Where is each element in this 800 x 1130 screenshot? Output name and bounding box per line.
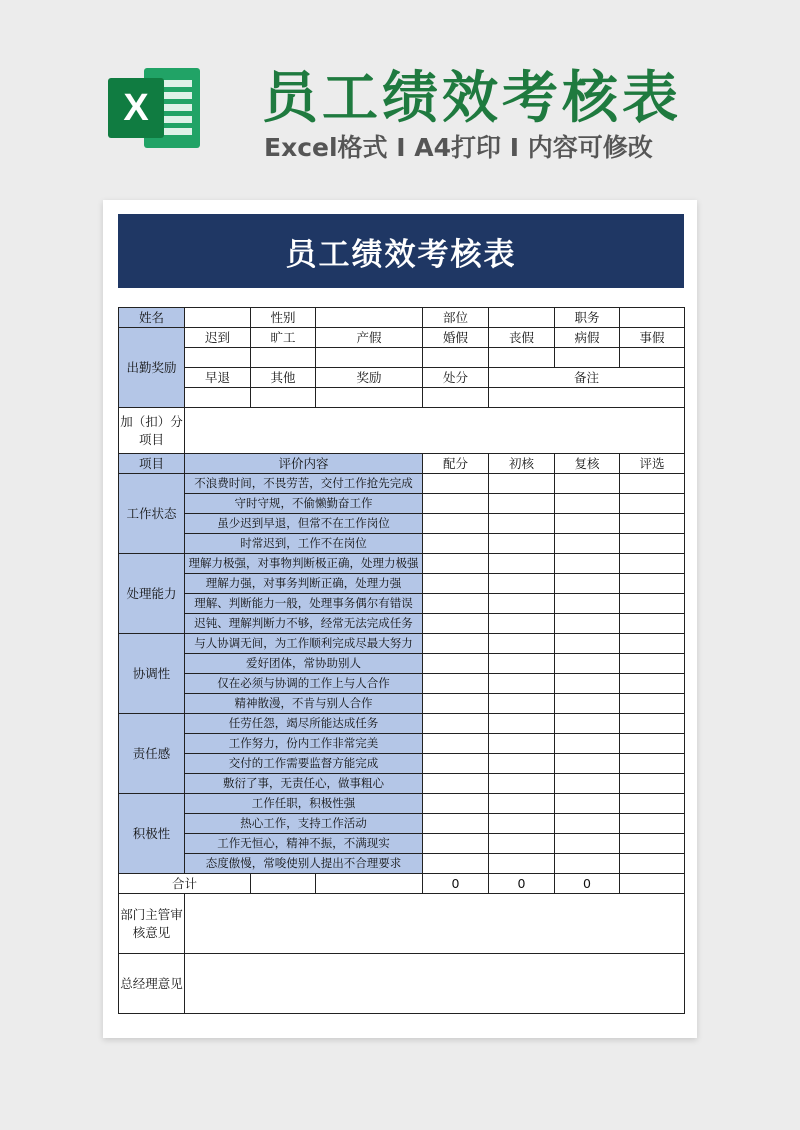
second-cell[interactable] bbox=[555, 814, 620, 834]
total-final[interactable] bbox=[620, 874, 685, 894]
group-label: 积极性 bbox=[119, 794, 185, 874]
second-cell[interactable] bbox=[555, 574, 620, 594]
first-cell[interactable] bbox=[489, 694, 555, 714]
first-cell[interactable] bbox=[489, 474, 555, 494]
first-cell[interactable] bbox=[489, 534, 555, 554]
second-cell[interactable] bbox=[555, 594, 620, 614]
second-cell[interactable] bbox=[555, 494, 620, 514]
first-cell[interactable] bbox=[489, 794, 555, 814]
first-cell[interactable] bbox=[489, 834, 555, 854]
other-label: 其他 bbox=[251, 368, 316, 388]
post-label: 职务 bbox=[555, 308, 620, 328]
first-cell[interactable] bbox=[489, 854, 555, 874]
second-cell[interactable] bbox=[555, 674, 620, 694]
score-cell[interactable] bbox=[423, 734, 489, 754]
final-cell[interactable] bbox=[620, 594, 685, 614]
final-cell[interactable] bbox=[620, 534, 685, 554]
first-cell[interactable] bbox=[489, 594, 555, 614]
funeral-label: 丧假 bbox=[489, 328, 555, 348]
funeral-field[interactable] bbox=[489, 348, 555, 368]
page-subtitle: Excel格式 I A4打印 I 内容可修改 bbox=[264, 133, 653, 162]
score-cell[interactable] bbox=[423, 614, 489, 634]
second-cell[interactable] bbox=[555, 834, 620, 854]
criterion-text: 迟钝、理解判断力不够，经常无法完成任务 bbox=[185, 614, 423, 634]
score-cell[interactable] bbox=[423, 854, 489, 874]
form-banner: 员工绩效考核表 bbox=[118, 214, 684, 288]
final-cell[interactable] bbox=[620, 834, 685, 854]
absent-label: 旷工 bbox=[251, 328, 316, 348]
first-cell[interactable] bbox=[489, 734, 555, 754]
criterion-text: 工作努力，份内工作非常完美 bbox=[185, 734, 423, 754]
final-cell[interactable] bbox=[620, 634, 685, 654]
second-cell[interactable] bbox=[555, 734, 620, 754]
final-cell[interactable] bbox=[620, 514, 685, 534]
first-cell[interactable] bbox=[489, 654, 555, 674]
first-cell[interactable] bbox=[489, 674, 555, 694]
second-cell[interactable] bbox=[555, 554, 620, 574]
second-cell[interactable] bbox=[555, 534, 620, 554]
criterion-text: 精神散漫，不肯与别人合作 bbox=[185, 694, 423, 714]
sick-field[interactable] bbox=[555, 348, 620, 368]
early-leave-field[interactable] bbox=[185, 388, 251, 408]
late-field[interactable] bbox=[185, 348, 251, 368]
criterion-text: 爱好团体，常协助别人 bbox=[185, 654, 423, 674]
gender-label: 性别 bbox=[251, 308, 316, 328]
criterion-text: 理解力极强，对事物判断极正确，处理力极强 bbox=[185, 554, 423, 574]
final-cell[interactable] bbox=[620, 494, 685, 514]
final-cell[interactable] bbox=[620, 574, 685, 594]
manager-opinion-label: 部门主管审核意见 bbox=[119, 894, 185, 954]
criterion-text: 虽少迟到早退，但常不在工作岗位 bbox=[185, 514, 423, 534]
absent-field[interactable] bbox=[251, 348, 316, 368]
criterion-text: 工作任职，积极性强 bbox=[185, 794, 423, 814]
criterion-text: 交付的工作需要监督方能完成 bbox=[185, 754, 423, 774]
group-label: 协调性 bbox=[119, 634, 185, 714]
sick-label: 病假 bbox=[555, 328, 620, 348]
score-cell[interactable] bbox=[423, 774, 489, 794]
marriage-label: 婚假 bbox=[423, 328, 489, 348]
second-cell[interactable] bbox=[555, 634, 620, 654]
criterion-text: 时常迟到，工作不在岗位 bbox=[185, 534, 423, 554]
second-cell[interactable] bbox=[555, 514, 620, 534]
final-cell[interactable] bbox=[620, 694, 685, 714]
early-leave-label: 早退 bbox=[185, 368, 251, 388]
page-title: 员工绩效考核表 bbox=[262, 66, 682, 131]
total-first: 0 bbox=[489, 874, 555, 894]
svg-text:X: X bbox=[123, 87, 149, 129]
score-cell[interactable] bbox=[423, 814, 489, 834]
remarks-field[interactable] bbox=[489, 388, 685, 408]
second-review-header: 复核 bbox=[555, 454, 620, 474]
final-cell[interactable] bbox=[620, 794, 685, 814]
name-label: 姓名 bbox=[119, 308, 185, 328]
total-blank bbox=[251, 874, 316, 894]
first-cell[interactable] bbox=[489, 574, 555, 594]
group-label: 工作状态 bbox=[119, 474, 185, 554]
reward-field[interactable] bbox=[316, 388, 423, 408]
group-label: 处理能力 bbox=[119, 554, 185, 634]
evaluation-table bbox=[118, 307, 685, 1014]
first-cell[interactable] bbox=[489, 514, 555, 534]
score-header: 配分 bbox=[423, 454, 489, 474]
page-header bbox=[0, 0, 800, 200]
other-field[interactable] bbox=[251, 388, 316, 408]
manager-opinion-field[interactable] bbox=[185, 894, 685, 954]
criterion-text: 不浪费时间，不畏劳苦，交付工作抢先完成 bbox=[185, 474, 423, 494]
name-field[interactable] bbox=[185, 308, 251, 328]
criterion-text: 敷衍了事，无责任心，做事粗心 bbox=[185, 774, 423, 794]
score-cell[interactable] bbox=[423, 754, 489, 774]
final-header: 评选 bbox=[620, 454, 685, 474]
score-cell[interactable] bbox=[423, 794, 489, 814]
second-cell[interactable] bbox=[555, 774, 620, 794]
dept-field[interactable] bbox=[489, 308, 555, 328]
form-sheet bbox=[103, 200, 697, 1038]
bonus-label: 加（扣）分项目 bbox=[119, 408, 185, 454]
score-cell[interactable] bbox=[423, 654, 489, 674]
total-blank bbox=[316, 874, 423, 894]
personal-leave-label: 事假 bbox=[620, 328, 685, 348]
score-cell[interactable] bbox=[423, 474, 489, 494]
maternity-field[interactable] bbox=[316, 348, 423, 368]
criterion-text: 守时守规，不偷懒勤奋工作 bbox=[185, 494, 423, 514]
criterion-text: 工作无恒心，精神不振，不满现实 bbox=[185, 834, 423, 854]
total-second: 0 bbox=[555, 874, 620, 894]
dept-label: 部位 bbox=[423, 308, 489, 328]
final-cell[interactable] bbox=[620, 554, 685, 574]
criterion-text: 与人协调无间，为工作顺利完成尽最大努力 bbox=[185, 634, 423, 654]
final-cell[interactable] bbox=[620, 754, 685, 774]
criterion-text: 热心工作，支持工作活动 bbox=[185, 814, 423, 834]
maternity-label: 产假 bbox=[316, 328, 423, 348]
second-cell[interactable] bbox=[555, 854, 620, 874]
attendance-label: 出勤奖励 bbox=[119, 328, 185, 408]
gm-opinion-label: 总经理意见 bbox=[119, 954, 185, 1014]
criterion-text: 理解、判断能力一般，处理事务偶尔有错误 bbox=[185, 594, 423, 614]
score-cell[interactable] bbox=[423, 594, 489, 614]
score-cell[interactable] bbox=[423, 834, 489, 854]
post-field[interactable] bbox=[620, 308, 685, 328]
first-cell[interactable] bbox=[489, 754, 555, 774]
second-cell[interactable] bbox=[555, 614, 620, 634]
content-header: 评价内容 bbox=[185, 454, 423, 474]
item-header: 项目 bbox=[119, 454, 185, 474]
first-cell[interactable] bbox=[489, 714, 555, 734]
score-cell[interactable] bbox=[423, 554, 489, 574]
late-label: 迟到 bbox=[185, 328, 251, 348]
first-cell[interactable] bbox=[489, 494, 555, 514]
final-cell[interactable] bbox=[620, 654, 685, 674]
reward-label: 奖励 bbox=[316, 368, 423, 388]
score-cell[interactable] bbox=[423, 694, 489, 714]
excel-logo-icon bbox=[104, 58, 204, 158]
bonus-field[interactable] bbox=[185, 408, 685, 454]
final-cell[interactable] bbox=[620, 474, 685, 494]
score-cell[interactable] bbox=[423, 674, 489, 694]
score-cell[interactable] bbox=[423, 494, 489, 514]
second-cell[interactable] bbox=[555, 714, 620, 734]
final-cell[interactable] bbox=[620, 734, 685, 754]
first-cell[interactable] bbox=[489, 614, 555, 634]
final-cell[interactable] bbox=[620, 814, 685, 834]
second-cell[interactable] bbox=[555, 754, 620, 774]
first-cell[interactable] bbox=[489, 554, 555, 574]
score-cell[interactable] bbox=[423, 534, 489, 554]
second-cell[interactable] bbox=[555, 654, 620, 674]
second-cell[interactable] bbox=[555, 474, 620, 494]
score-cell[interactable] bbox=[423, 514, 489, 534]
criterion-text: 态度傲慢，常唆使别人提出不合理要求 bbox=[185, 854, 423, 874]
final-cell[interactable] bbox=[620, 774, 685, 794]
remarks-label: 备注 bbox=[489, 368, 685, 388]
first-cell[interactable] bbox=[489, 634, 555, 654]
gm-opinion-field[interactable] bbox=[185, 954, 685, 1014]
second-cell[interactable] bbox=[555, 794, 620, 814]
final-cell[interactable] bbox=[620, 854, 685, 874]
total-score: 0 bbox=[423, 874, 489, 894]
score-cell[interactable] bbox=[423, 634, 489, 654]
marriage-field[interactable] bbox=[423, 348, 489, 368]
criterion-text: 任劳任怨，竭尽所能达成任务 bbox=[185, 714, 423, 734]
group-label: 责任感 bbox=[119, 714, 185, 794]
criterion-text: 理解力强，对事务判断正确，处理力强 bbox=[185, 574, 423, 594]
penalty-field[interactable] bbox=[423, 388, 489, 408]
criterion-text: 仅在必须与协调的工作上与人合作 bbox=[185, 674, 423, 694]
first-cell[interactable] bbox=[489, 814, 555, 834]
final-cell[interactable] bbox=[620, 674, 685, 694]
penalty-label: 处分 bbox=[423, 368, 489, 388]
total-label: 合计 bbox=[119, 874, 251, 894]
gender-field[interactable] bbox=[316, 308, 423, 328]
score-cell[interactable] bbox=[423, 574, 489, 594]
first-review-header: 初核 bbox=[489, 454, 555, 474]
second-cell[interactable] bbox=[555, 694, 620, 714]
final-cell[interactable] bbox=[620, 714, 685, 734]
first-cell[interactable] bbox=[489, 774, 555, 794]
personal-leave-field[interactable] bbox=[620, 348, 685, 368]
score-cell[interactable] bbox=[423, 714, 489, 734]
final-cell[interactable] bbox=[620, 614, 685, 634]
